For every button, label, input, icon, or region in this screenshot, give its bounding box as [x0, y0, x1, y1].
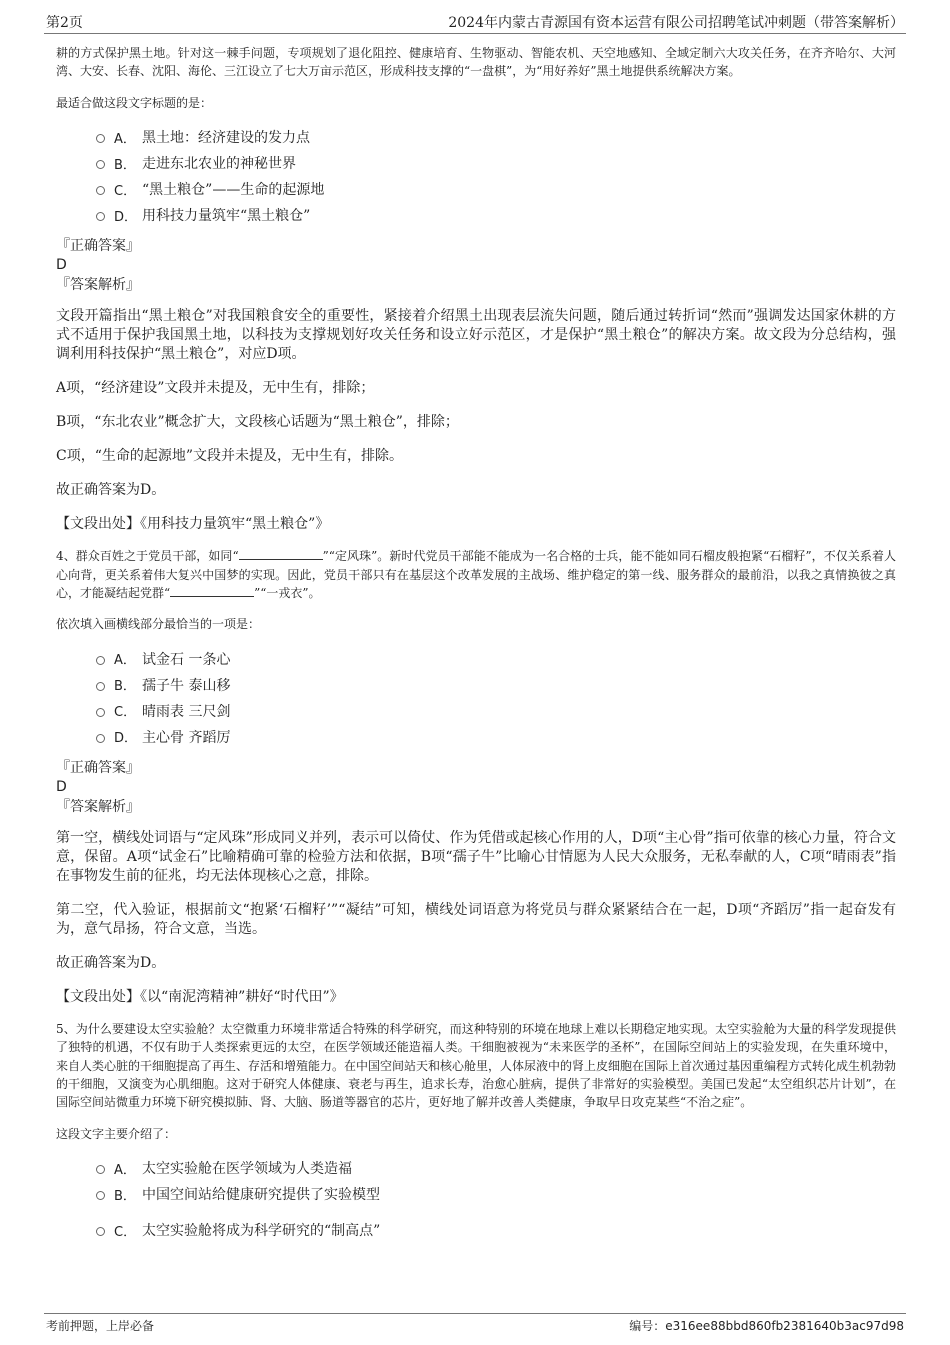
header-divider — [44, 33, 906, 34]
radio-icon[interactable] — [96, 656, 105, 665]
q3-option-a[interactable]: A． 黑土地：经济建设的发力点 — [96, 124, 896, 150]
footer-code: 编号：e316ee88bbd860fb2381640b3ac97d98 — [629, 1319, 904, 1333]
q3-analysis-p2: A项，“经济建设”文段并未提及，无中生有，排除； — [56, 380, 375, 397]
q3-analysis-p3: B项，“东北农业”概念扩大，文段核心话题为“黑土粮仓”，排除； — [56, 414, 459, 431]
q3-option-b[interactable]: B． 走进东北农业的神秘世界 — [96, 150, 896, 176]
q5-option-b[interactable]: B． 中国空间站给健康研究提供了实验模型 — [96, 1181, 896, 1207]
page-header — [0, 0, 950, 34]
q4-analysis-label: 『答案解析』 — [56, 798, 140, 815]
document-body — [56, 44, 896, 1243]
q4-answer: D — [56, 778, 67, 795]
radio-icon[interactable] — [96, 1227, 105, 1236]
radio-icon[interactable] — [96, 1191, 105, 1200]
q4-stem: 依次填入画横线部分最恰当的一项是： — [56, 617, 261, 632]
q5-option-a[interactable]: A． 太空实验舱在医学领域为人类造福 — [96, 1155, 896, 1181]
q4-analysis-p2: 第二空，代入验证，根据前文“抱紧‘石榴籽’”“凝结”可知，横线处词语意为将党员与群众紧紧结合在一起，D项“齐蹈厉”指一起奋发有为，意气昂扬，符合文意，当选。 — [56, 901, 896, 937]
q4-source: 【文段出处】《以“南泥湾精神”耕好“时代田”》 — [56, 988, 344, 1005]
q3-analysis-p4: C项，“生命的起源地”文段并未提及，无中生有，排除。 — [56, 448, 404, 465]
q5-passage: 5、为什么要建设太空实验舱？太空微重力环境非常适合特殊的科学研究，而这种特别的环境在地球上难以长期稳定地实现。太空实验舱为大量的科学发现提供了独特的机遇，不仅有助于人类探索更远的太空，在医学领域还能造福人类。干细胞被视为“未来医学的圣杯”，在国际空间站上的实验发现，在失重环境中，来自人类心脏的干细胞提高了再生、存活和增殖能力。在中国空间站天和核心舱里，人体尿液中的肾上皮细胞在国际上首次通过基因重编程方式转化成生机勃勃的干细胞，又演变为心肌细胞。这对于研究人体健康、衰老与再生，追求长寿，治愈心脏病，提供了非常好的实验模型。美国已发起“太空组织芯片计划”，在国际空间站微重力环境下研究模拟肺、肾、大脑、肠道等器官的芯片，更好地了解并改善人类健康，争取早日攻克某些“不治之症”。 — [56, 1021, 897, 1110]
footer-slogan: 考前押题，上岸必备 — [46, 1319, 155, 1333]
q3-source: 【文段出处】《用科技力量筑牢“黑土粮仓”》 — [56, 516, 330, 533]
radio-icon[interactable] — [96, 708, 105, 717]
q3-analysis-label: 『答案解析』 — [56, 277, 140, 294]
document-id: e316ee88bbd860fb2381640b3ac97d98 — [665, 1319, 904, 1333]
q3-passage: 耕的方式保护黑土地。针对这一棘手问题，专项规划了退化阻控、健康培育、生物驱动、智能农机、天空地感知、全域定制六大攻关任务，在齐齐哈尔、大河湾、大安、长春、沈阳、海伦、三江设立了七大万亩示范区，形成科技支撑的“一盘棋”，为“用好养好”黑土地提供系统解决方案。 — [56, 46, 896, 79]
radio-icon[interactable] — [96, 682, 105, 691]
q3-answer-label: 『正确答案』 — [56, 238, 140, 255]
q4-answer-label: 『正确答案』 — [56, 759, 140, 776]
radio-icon[interactable] — [96, 734, 105, 743]
q5-option-c[interactable]: C． 太空实验舱将成为科学研究的“制高点” — [96, 1217, 896, 1243]
q3-options — [96, 124, 896, 228]
q4-options — [96, 646, 896, 750]
footer-divider — [44, 1313, 906, 1314]
radio-icon[interactable] — [96, 212, 105, 221]
q3-answer: D — [56, 257, 67, 274]
page-number: 第2页 — [46, 15, 83, 31]
q4-analysis-p3: 故正确答案为D。 — [56, 954, 166, 971]
radio-icon[interactable] — [96, 160, 105, 169]
fill-blank-2 — [170, 584, 254, 597]
q3-option-c[interactable]: C． “黑土粮仓”——生命的起源地 — [96, 176, 896, 202]
radio-icon[interactable] — [96, 186, 105, 195]
q4-option-a[interactable]: A． 试金石 一条心 — [96, 646, 896, 672]
q5-stem: 这段文字主要介绍了： — [56, 1126, 177, 1141]
q3-stem: 最适合做这段文字标题的是： — [56, 95, 213, 110]
q4-option-d[interactable]: D． 主心骨 齐蹈厉 — [96, 724, 896, 750]
fill-blank-1 — [239, 547, 323, 560]
q3-option-d[interactable]: D． 用科技力量筑牢“黑土粮仓” — [96, 202, 896, 228]
q4-option-b[interactable]: B． 孺子牛 泰山移 — [96, 672, 896, 698]
radio-icon[interactable] — [96, 134, 105, 143]
q4-option-c[interactable]: C． 晴雨表 三尺剑 — [96, 698, 896, 724]
q3-analysis-p1: 文段开篇指出“黑土粮仓”对我国粮食安全的重要性，紧接着介绍黑土出现表层流失问题，随后通过转折词“然而”强调发达国家休耕的方式不适用于保护我国黑土地，以科技为支撑规划好攻关任务和设立好示范区，才是保护“黑土粮仓”的解决方案。故文段为分总结构，强调利用科技保护“黑土粮仓”，对应D项。 — [56, 308, 896, 363]
q3-analysis-p5: 故正确答案为D。 — [56, 482, 166, 499]
q4-passage: 4、群众百姓之于党员干部，如同“ ”“定风珠”。新时代党员干部能不能成为一名合格的士兵，能不能如同石榴皮般抱紧“石榴籽”，不仅关系着人心向背，更关系着伟大复兴中国梦的实现。因此，党员干部只有在基层这个改革发展的主战场、维护稳定的第一线、服务群众的最前沿，以我之真情换彼之真心，才能凝结起党群“ ”“一戎衣”。 — [56, 549, 896, 601]
q4-analysis-p1: 第一空，横线处词语与“定风珠”形成同义并列，表示可以倚仗、作为凭借或起核心作用的人，D项“主心骨”指可依靠的核心力量，符合文意，保留。A项“试金石”比喻精确可靠的检验方法和依据，B项“孺子牛”比喻心甘情愿为人民大众服务，无私奉献的人，C项“晴雨表”指在事物发生前的征兆，均无法体现核心之意，排除。 — [56, 829, 896, 884]
radio-icon[interactable] — [96, 1165, 105, 1174]
document-title: 2024年内蒙古青源国有资本运营有限公司招聘笔试冲刺题（带答案解析） — [448, 15, 904, 31]
q5-options — [96, 1155, 896, 1243]
